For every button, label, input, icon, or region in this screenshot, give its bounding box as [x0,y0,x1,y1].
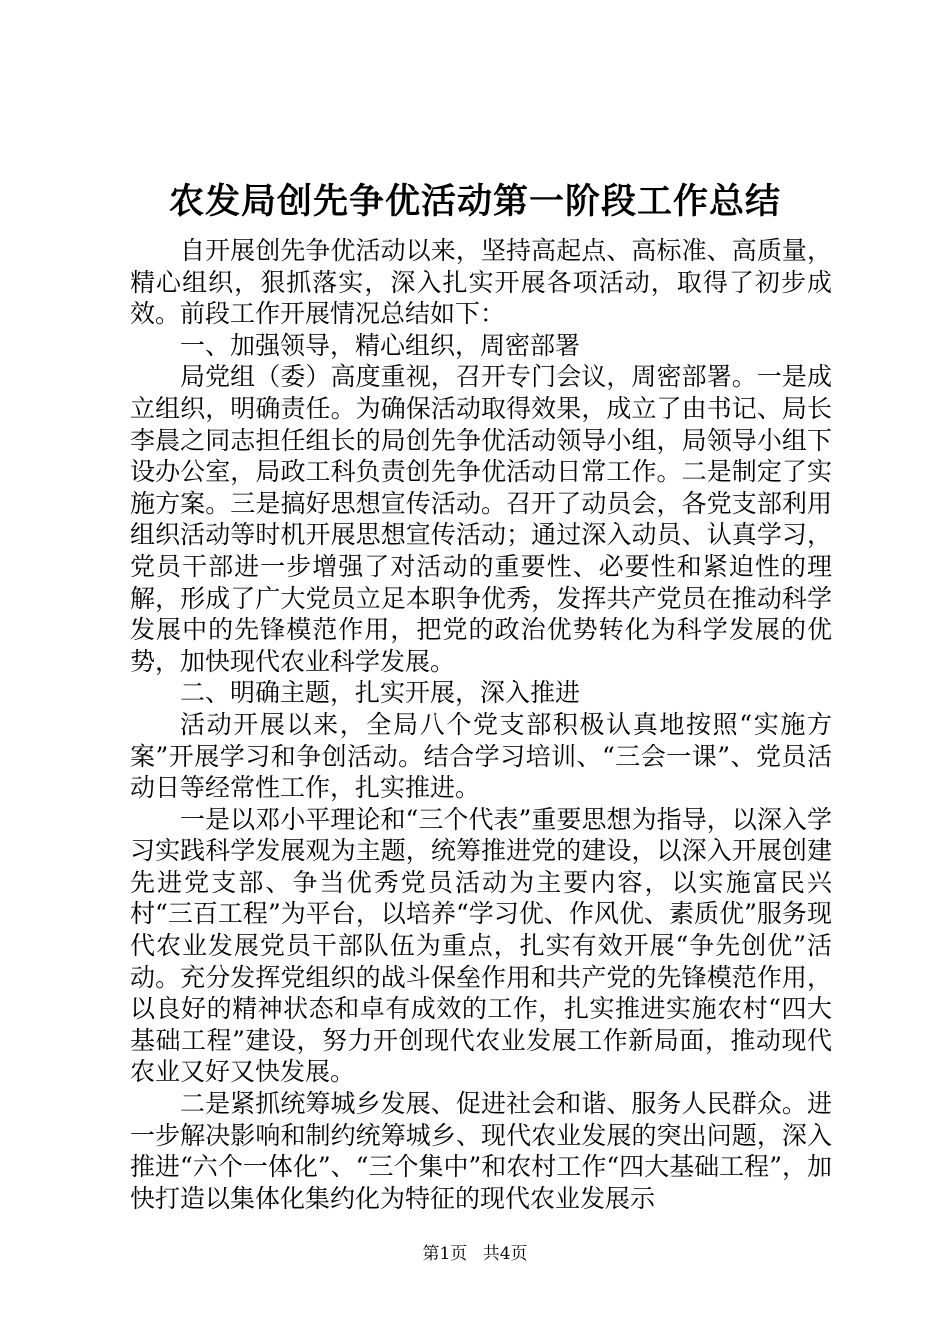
section-heading-2: 二、明确主题，扎实开展，深入推进 [180,678,581,708]
document-body [130,235,832,1214]
page-footer [0,1242,950,1266]
section-heading-1: 一、加强领导，精心组织，周密部署 [180,330,581,360]
page-number-current: 第1页 [422,1244,468,1264]
document-title: 农发局创先争优活动第一阶段工作总结 [168,181,781,222]
paragraph-point-2: 二是紧抓统筹城乡发展、促进社会和谐、服务人民群众。进一步解决影响和制约统筹城乡、现代农业发展的突出问题，深入推进“六个一体化”、“三个集中”和农村工作“四大基础工程”，加快打造以集体化集约化为特征的现代农业发展示 [130,1089,832,1213]
page-number-total: 共4页 [482,1244,528,1264]
paragraph-intro: 自开展创先争优活动以来，坚持高起点、高标准、高质量，精心组织，狠抓落实，深入扎实开展各项活动，取得了初步成效。前段工作开展情况总结如下： [130,236,832,329]
paragraph-point-1: 一是以邓小平理论和“三个代表”重要思想为指导，以深入学习实践科学发展观为主题，统筹推进党的建设，以深入开展创建先进党支部、争当优秀党员活动为主要内容，以实施富民兴村“三百工程”为平台，以培养“学习优、作风优、素质优”服务现代农业发展党员干部队伍为重点，扎实有效开展“争先创优”活动。充分发挥党组织的战斗保垒作用和共产党的先锋模范作用，以良好的精神状态和卓有成效的工作，扎实推进实施农村“四大基础工程”建设，努力开创现代农业发展工作新局面，推动现代农业又好又快发展。 [130,804,832,1087]
paragraph-section-1: 局党组（委）高度重视，召开专门会议，周密部署。一是成立组织，明确责任。为确保活动取得效果，成立了由书记、局长李晨之同志担任组长的局创先争优活动领导小组，局领导小组下设办公室，局政工科负责创先争优活动日常工作。二是制定了实施方案。三是搞好思想宣传活动。召开了动员会，各党支部利用组织活动等时机开展思想宣传活动；通过深入动员、认真学习，党员干部进一步增强了对活动的重要性、必要性和紧迫性的理解，形成了广大党员立足本职争优秀，发挥共产党员在推动科学发展中的先锋模范作用，把党的政治优势转化为科学发展的优势，加快现代农业科学发展。 [130,362,832,676]
paragraph-section-2-intro: 活动开展以来，全局八个党支部积极认真地按照“实施方案”开展学习和争创活动。结合学习培训、“三会一课”、党员活动日等经常性工作，扎实推进。 [130,709,832,803]
